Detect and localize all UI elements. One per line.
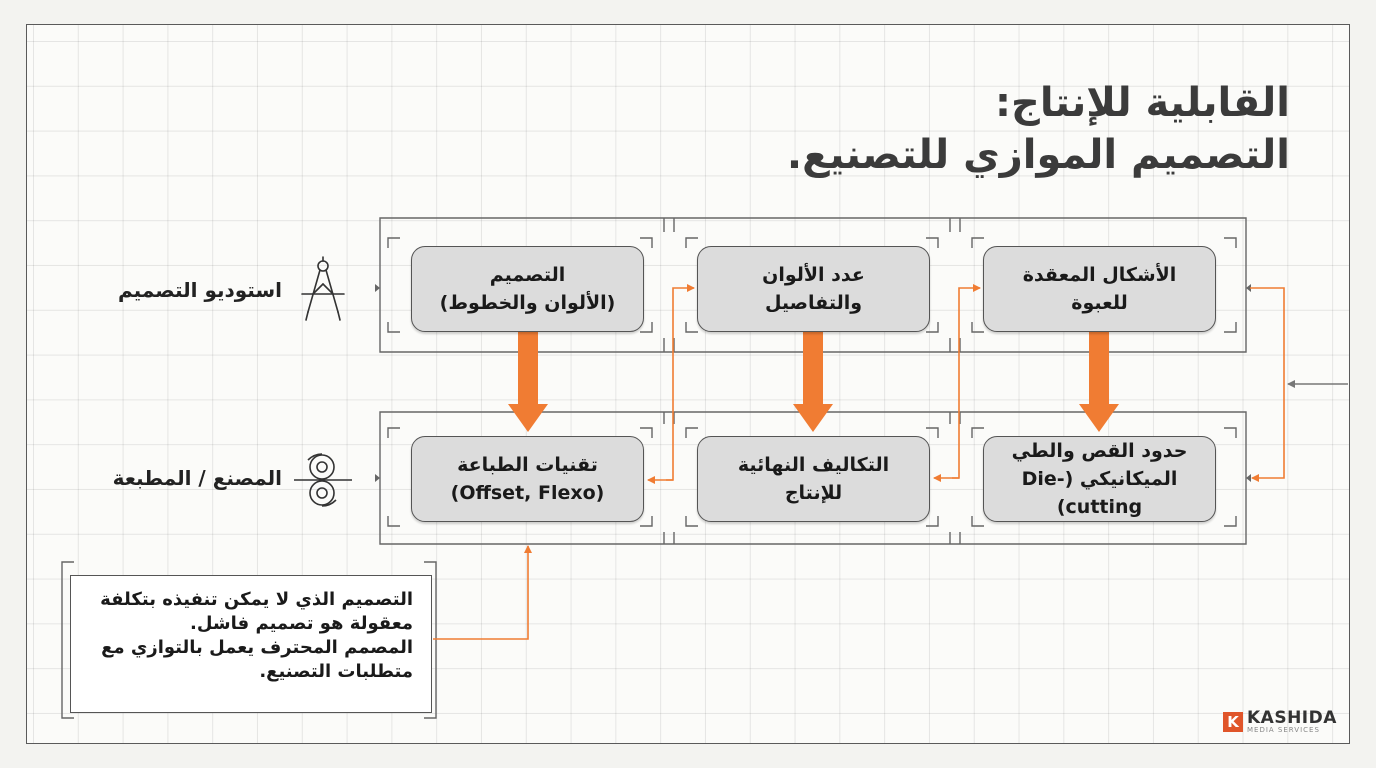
color-count-details-box bbox=[697, 246, 930, 332]
box-line2: للإنتاج bbox=[784, 482, 843, 504]
note-line: المصمم المحترف يعمل بالتوازي مع bbox=[101, 637, 413, 658]
kashida-logo bbox=[1223, 710, 1337, 734]
complex-package-shapes-box bbox=[983, 246, 1216, 332]
box-line2: (الألوان والخطوط) bbox=[439, 292, 616, 314]
printing-techniques-box bbox=[411, 436, 644, 522]
box-line1: تقنيات الطباعة bbox=[457, 454, 598, 476]
row-label-factory-press: المصنع / المطبعة bbox=[112, 466, 282, 490]
design-colors-lines-box bbox=[411, 246, 644, 332]
slide-title-line1: القابلية للإنتاج: bbox=[995, 80, 1290, 126]
box-line1: الأشكال المعقدة bbox=[1022, 264, 1177, 286]
row-label-design-studio: استوديو التصميم bbox=[118, 278, 282, 302]
final-production-costs-box bbox=[697, 436, 930, 522]
kashida-logo-mark: K bbox=[1223, 712, 1243, 732]
box-line1: التكاليف النهائية bbox=[737, 454, 890, 476]
box-line1: التصميم bbox=[489, 264, 566, 286]
failed-design-note bbox=[70, 575, 432, 713]
die-cutting-limits-box bbox=[983, 436, 1216, 522]
printing-rollers-icon bbox=[294, 452, 354, 512]
kashida-logo-subtitle: MEDIA SERVICES bbox=[1247, 726, 1320, 734]
box-line2: والتفاصيل bbox=[764, 292, 863, 314]
box-line2: للعبوة bbox=[1071, 292, 1128, 314]
drafting-compass-icon bbox=[300, 256, 346, 326]
box-line1: عدد الألوان bbox=[762, 264, 865, 286]
note-line: معقولة هو تصميم فاشل. bbox=[190, 613, 413, 634]
note-line: التصميم الذي لا يمكن تنفيذه بتكلفة bbox=[100, 589, 413, 610]
box-line2: الميكانيكي (Die-cutting) bbox=[1021, 468, 1178, 518]
box-line2: (Offset, Flexo) bbox=[450, 482, 605, 504]
slide-title-line2: التصميم الموازي للتصنيع. bbox=[786, 132, 1290, 178]
box-line1: حدود القص والطي bbox=[1011, 440, 1188, 462]
note-line: متطلبات التصنيع. bbox=[259, 661, 413, 682]
kashida-logo-name: KASHIDA bbox=[1247, 708, 1337, 728]
